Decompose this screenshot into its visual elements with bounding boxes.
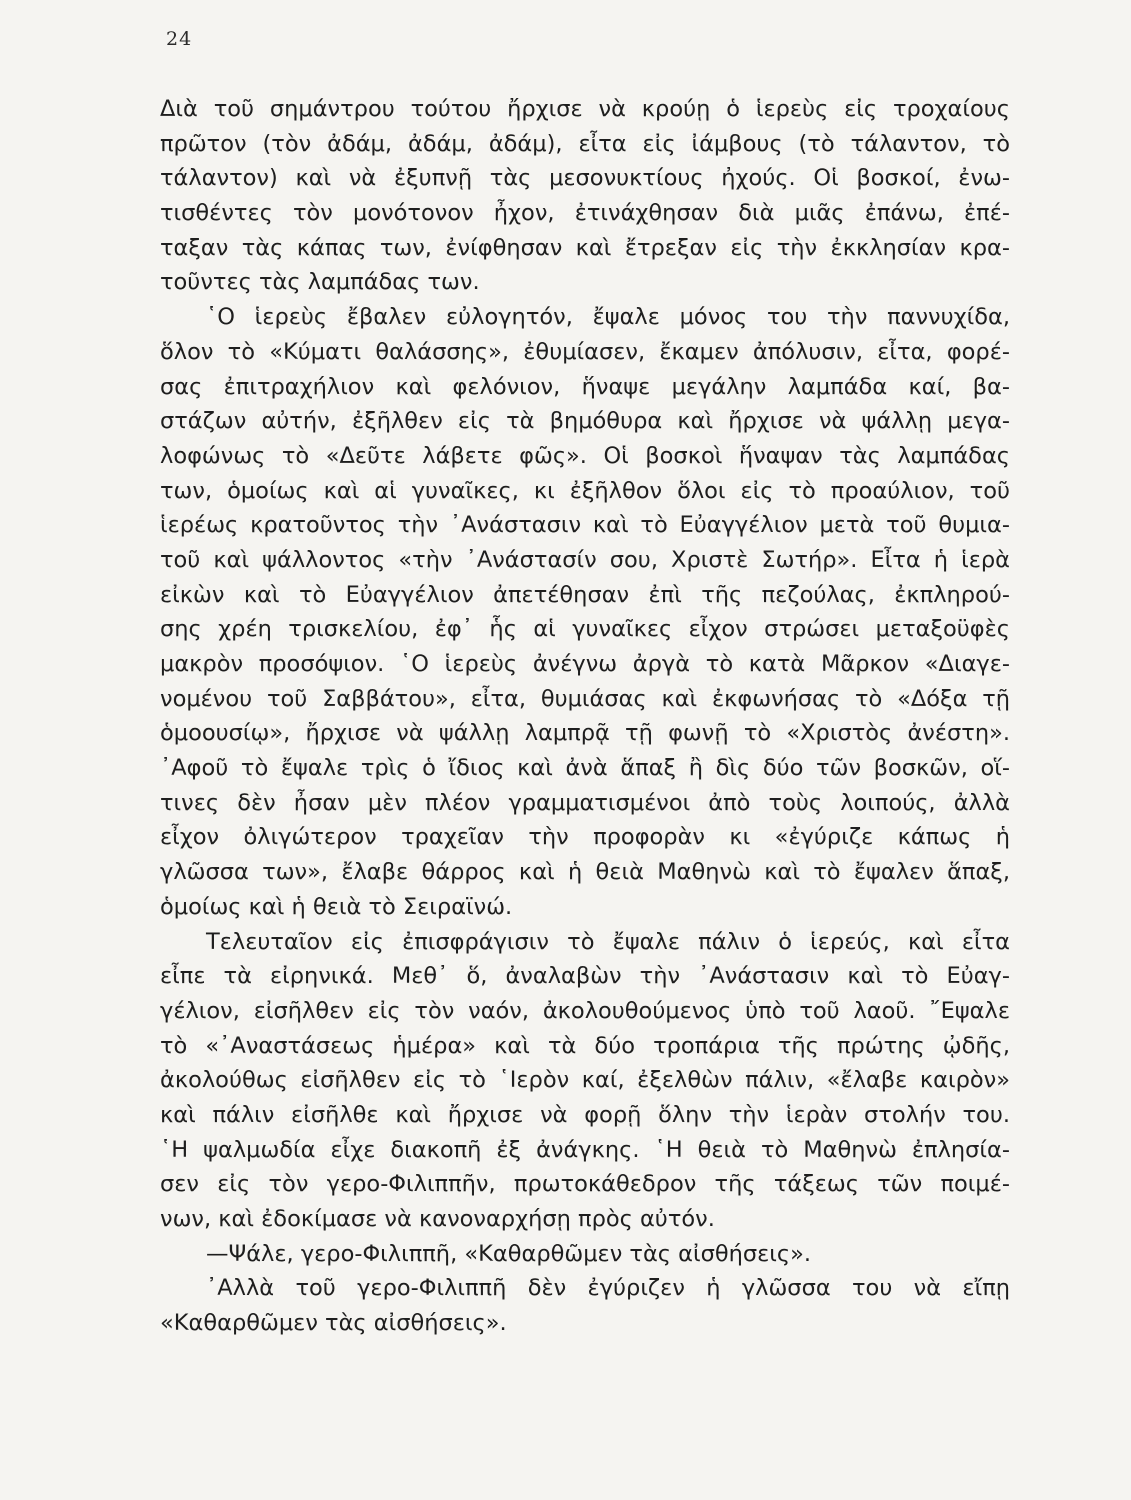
text-line: στάζων αὐτήν, ἐξῆλθεν εἰς τὰ βημόθυρα καὶ ἤρχισε νὰ ψάλλῃ μεγα-: [160, 408, 1010, 435]
text-line: ῾Η ψαλμωδία εἶχε διακοπῆ ἐξ ἀνάγκης. ῾Η θειὰ τὸ Μαθηνὼ ἐπλησία-: [160, 1136, 1010, 1163]
text-line: τὸ «᾿Αναστάσεως ἡμέρα» καὶ τὰ δύο τροπάρια τῆς πρώτης ᾠδῆς,: [160, 1032, 1010, 1059]
text-line: σης χρέη τρισκελίου, ἐφ᾿ ἧς αἱ γυναῖκες εἶχον στρώσει μεταξοϋφὲς: [160, 616, 1010, 643]
page-number: 24: [166, 28, 193, 50]
text-line: ὁμοίως καὶ ἡ θειὰ τὸ Σειραϊνώ.: [160, 893, 513, 920]
text-line: τισθέντες τὸν μονότονον ἦχον, ἐτινάχθησαν διὰ μιᾶς ἐπάνω, ἐπέ-: [160, 200, 1010, 227]
text-line: «Καθαρθῶμεν τὰς αἰσθήσεις».: [160, 1310, 507, 1337]
text-line: λοφώνως τὸ «Δεῦτε λάβετε φῶς». Οἱ βοσκοὶ ἥναψαν τὰς λαμπάδας: [160, 442, 1010, 469]
text-line: τοῦντες τὰς λαμπάδας των.: [160, 269, 480, 296]
text-line: ὁμοουσίῳ», ἤρχισε νὰ ψάλλῃ λαμπρᾷ τῇ φωνῇ τὸ «Χριστὸς ἀνέστη».: [160, 720, 1010, 747]
body-text: [160, 92, 1010, 1341]
text-line: τινες δὲν ἦσαν μὲν πλέον γραμματισμένοι ἀπὸ τοὺς λοιπούς, ἀλλὰ: [160, 789, 1010, 816]
text-line: καὶ πάλιν εἰσῆλθε καὶ ἤρχισε νὰ φορῇ ὅλην τὴν ἱερὰν στολήν του.: [160, 1101, 1010, 1128]
text-line: μακρὸν προσόψιον. ῾Ο ἱερεὺς ἀνέγνω ἀργὰ τὸ κατὰ Μᾶρκον «Διαγε-: [160, 651, 1010, 677]
text-line: ᾿Αλλὰ τοῦ γερο-Φιλιππῆ δὲν ἐγύριζεν ἡ γλῶσσα του νὰ εἴπῃ: [206, 1275, 1010, 1302]
text-line: τάλαντον) καὶ νὰ ἐξυπνῇ τὰς μεσονυκτίους ἠχούς. Οἱ βοσκοί, ἐνω-: [160, 165, 1010, 192]
text-line: ῾Ο ἱερεὺς ἔβαλεν εὐλογητόν, ἔψαλε μόνος του τὴν παννυχίδα,: [206, 304, 1010, 331]
text-line: εἶπε τὰ εἰρηνικά. Μεθ᾿ ὅ, ἀναλαβὼν τὴν ᾿Ανάστασιν καὶ τὸ Εὐαγ-: [160, 963, 1010, 990]
text-line: ἀκολούθως εἰσῆλθεν εἰς τὸ ῾Ιερὸν καί, ἐξελθὼν πάλιν, «ἔλαβε καιρὸν»: [160, 1067, 1010, 1094]
text-line: εἰκὼν καὶ τὸ Εὐαγγέλιον ἀπετέθησαν ἐπὶ τῆς πεζούλας, ἐκπληρού-: [160, 581, 1010, 608]
text-line: νομένου τοῦ Σαββάτου», εἶτα, θυμιάσας καὶ ἐκφωνήσας τὸ «Δόξα τῇ: [160, 685, 1010, 712]
text-line: —Ψάλε, γερο-Φιλιππῆ, «Καθαρθῶμεν τὰς αἰσθήσεις».: [206, 1240, 812, 1267]
text-line: σεν εἰς τὸν γερο-Φιλιππῆν, πρωτοκάθεδρον τῆς τάξεως τῶν ποιμέ-: [160, 1171, 1010, 1198]
text-line: ταξαν τὰς κάπας των, ἐνίφθησαν καὶ ἔτρεξαν εἰς τὴν ἐκκλησίαν κρα-: [160, 234, 1010, 261]
text-line: πρῶτον (τὸν ἀδάμ, ἀδάμ, ἀδάμ), εἶτα εἰς ἰάμβους (τὸ τάλαντον, τὸ: [160, 130, 1010, 157]
text-line: Διὰ τοῦ σημάντρου τούτου ἤρχισε νὰ κρούῃ ὁ ἱερεὺς εἰς τροχαίους: [160, 96, 1010, 122]
text-line: των, ὁμοίως καὶ αἱ γυναῖκες, κι ἐξῆλθον ὅλοι εἰς τὸ προαύλιον, τοῦ: [160, 477, 1010, 504]
text-line: γέλιον, εἰσῆλθεν εἰς τὸν ναόν, ἀκολουθούμενος ὑπὸ τοῦ λαοῦ. ῎Εψαλε: [160, 997, 1010, 1024]
text-line: τοῦ καὶ ψάλλοντος «τὴν ᾿Ανάστασίν σου, Χριστὲ Σωτήρ». Εἶτα ἡ ἱερὰ: [160, 546, 1010, 573]
text-line: ᾿Αφοῦ τὸ ἔψαλε τρὶς ὁ ἴδιος καὶ ἀνὰ ἅπαξ ἢ δὶς δύο τῶν βοσκῶν, οἵ-: [160, 755, 1010, 782]
text-line: γλῶσσα των», ἔλαβε θάρρος καὶ ἡ θειὰ Μαθηνὼ καὶ τὸ ἔψαλεν ἅπαξ,: [160, 859, 1010, 886]
text-line: σας ἐπιτραχήλιον καὶ φελόνιον, ἥναψε μεγάλην λαμπάδα καί, βα-: [160, 373, 1010, 400]
text-line: εἶχον ὀλιγώτερον τραχεῖαν τὴν προφορὰν κι «ἐγύριζε κάπως ἡ: [160, 824, 1010, 851]
text-line: νων, καὶ ἐδοκίμασε νὰ κανοναρχήσῃ πρὸς αὐτόν.: [160, 1206, 715, 1232]
text-line: Τελευταῖον εἰς ἐπισφράγισιν τὸ ἔψαλε πάλιν ὁ ἱερεύς, καὶ εἶτα: [206, 928, 1010, 955]
text-line: ὅλον τὸ «Κύματι θαλάσσης», ἐθυμίασεν, ἔκαμεν ἀπόλυσιν, εἶτα, φορέ-: [160, 338, 1010, 365]
text-line: ἱερέως κρατοῦντος τὴν ᾿Ανάστασιν καὶ τὸ Εὐαγγέλιον μετὰ τοῦ θυμια-: [160, 512, 1010, 539]
